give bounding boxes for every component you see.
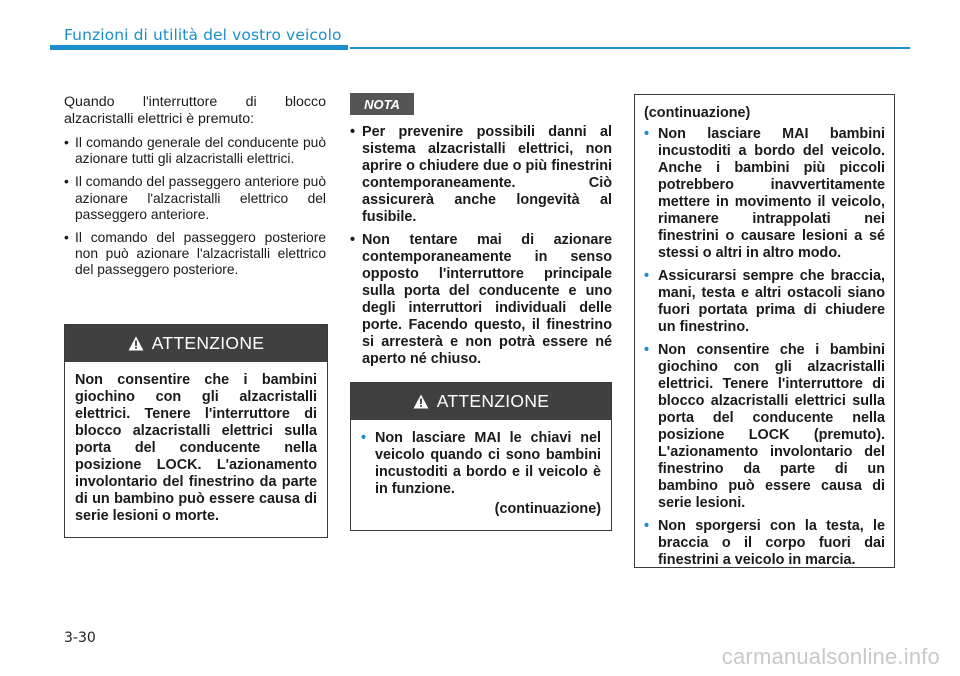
header-rule-thin — [350, 47, 910, 49]
warning-box-children — [64, 324, 328, 538]
nota-list — [350, 124, 612, 368]
list-item: • Non lasciare MAI bambini incustoditi a bordo del veicolo. Anche i bambini più piccoli potrebbero inavvertitamente mettere in movimento il veicolo, rimanere intrappolati nei finestrini o causare lesioni a sé stessi o altri in altro modo. — [644, 126, 885, 261]
warning-body — [65, 362, 327, 537]
warning-header — [65, 325, 327, 362]
list-item: • Per prevenire possibili danni al sistema alzacristalli elettrici, non aprire o chiudere due o più finestrini contemporaneamente. Ciò assicurerà anche longevità al fusibile. — [350, 124, 612, 225]
continuation-label: (continuazione) — [494, 501, 601, 517]
list-item: • Non lasciare MAI le chiavi nel veicolo quando ci sono bambini incustoditi a bordo e il veicolo è in funzione. — [361, 430, 601, 497]
warning-box-keys — [350, 382, 612, 531]
list-item: • Non tentare mai di azionare contemporaneamente in senso opposto l'interruttore principale sulla porta del conducente e uno degli interruttori individuali delle porte. Facendo questo, il finestrino si arresterà e non potrà essere né aperto né chiuso. — [350, 232, 612, 367]
section-title: Funzioni di utilità del vostro veicolo — [64, 26, 342, 44]
list-item: • Non sporgersi con la testa, le braccia o il corpo fuori dai finestrini a veicolo in marcia. — [644, 518, 885, 568]
warning-heading: ATTENZIONE — [436, 391, 550, 411]
warning-triangle-icon — [128, 336, 144, 351]
warning-heading: ATTENZIONE — [151, 333, 265, 353]
list-item: • Il comando del passeggero posteriore non può azionare l'alzacristalli elettrico del passeggero posteriore. — [64, 230, 326, 278]
intro-text: Quando l'interruttore di blocco alzacristalli elettrici è premuto: — [64, 94, 326, 127]
nota-badge: NOTA — [350, 93, 414, 115]
column-1 — [64, 94, 326, 286]
list-item: • Assicurarsi sempre che braccia, mani, testa e altri ostacoli siano fuori portata prima di chiudere un finestrino. — [644, 268, 885, 335]
warning-list — [644, 126, 885, 569]
list-item: • Il comando del passeggero anteriore può azionare l'alzacristalli elettrico del passeggero anteriore. — [64, 174, 326, 222]
header-rule-thick — [50, 45, 348, 50]
warning-triangle-icon — [413, 394, 429, 409]
lock-effects-list — [64, 135, 326, 279]
warning-header — [351, 383, 611, 420]
watermark: carmanualsonline.info — [721, 644, 940, 669]
nota-section — [350, 124, 612, 374]
warning-body — [351, 420, 611, 530]
continuation-label: (continuazione) — [644, 105, 751, 121]
list-item: • Il comando generale del conducente può azionare tutti gli alzacristalli elettrici. — [64, 135, 326, 167]
page-number: 3-30 — [64, 630, 96, 646]
warning-text: Non consentire che i bambini giochino con gli alzacristalli elettrici. Tenere l'interruttore di blocco alzacristalli elettrici sulla porta del conducente nella posizione LOCK. L'azionamento involontario del finestrino da parte di un bambino può essere causa di serie lesioni o morte. — [75, 372, 317, 524]
list-item: • Non consentire che i bambini giochino con gli alzacristalli elettrici. Tenere l'interruttore di blocco alzacristalli elettrici sulla porta del conducente nella posizione LOCK (premuto). L'azionamento involontario del finestrino da parte di un bambino può essere causa di serie lesioni. — [644, 342, 885, 511]
warning-list — [361, 430, 601, 498]
warning-continuation-box — [634, 94, 895, 568]
